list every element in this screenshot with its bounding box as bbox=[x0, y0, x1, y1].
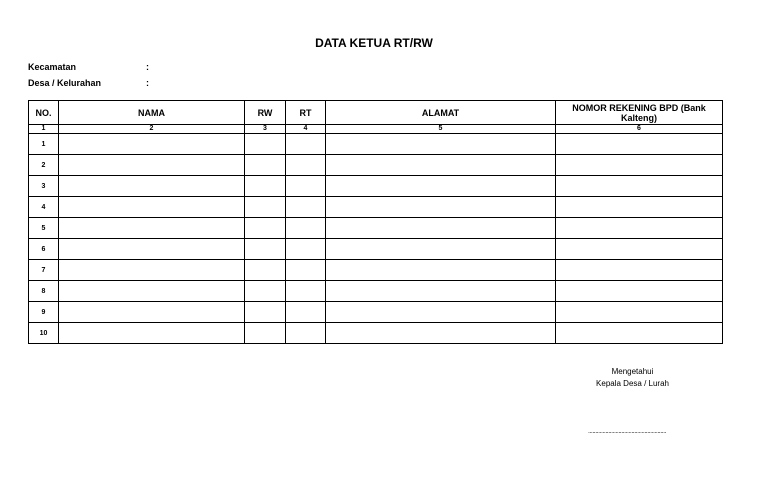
document-title: DATA KETUA RT/RW bbox=[315, 36, 433, 50]
rt-cell bbox=[286, 176, 326, 197]
alamat-cell bbox=[326, 302, 556, 323]
header-rt: RT bbox=[286, 101, 326, 125]
rekening-cell bbox=[556, 218, 723, 239]
table-row bbox=[29, 323, 723, 344]
kecamatan-separator: : bbox=[146, 62, 149, 72]
nama-cell bbox=[59, 239, 245, 260]
alamat-cell bbox=[326, 176, 556, 197]
desa-kelurahan-field bbox=[28, 78, 149, 88]
nama-cell bbox=[59, 197, 245, 218]
row-number: 4 bbox=[29, 197, 59, 218]
rt-cell bbox=[286, 155, 326, 176]
rw-cell bbox=[245, 302, 286, 323]
rw-cell bbox=[245, 323, 286, 344]
rw-cell bbox=[245, 281, 286, 302]
header-no: NO. bbox=[29, 101, 59, 125]
table-row bbox=[29, 218, 723, 239]
table-row bbox=[29, 197, 723, 218]
row-number: 5 bbox=[29, 218, 59, 239]
row-number: 3 bbox=[29, 176, 59, 197]
kecamatan-label: Kecamatan bbox=[28, 62, 77, 72]
column-number: 5 bbox=[326, 125, 556, 134]
column-number: 4 bbox=[286, 125, 326, 134]
column-number: 1 bbox=[29, 125, 59, 134]
rt-cell bbox=[286, 260, 326, 281]
alamat-cell bbox=[326, 239, 556, 260]
rt-cell bbox=[286, 197, 326, 218]
rekening-cell bbox=[556, 176, 723, 197]
ketua-rt-rw-table bbox=[28, 100, 723, 344]
alamat-cell bbox=[326, 218, 556, 239]
rt-cell bbox=[286, 239, 326, 260]
row-number: 10 bbox=[29, 323, 59, 344]
rekening-cell bbox=[556, 302, 723, 323]
table-row bbox=[29, 260, 723, 281]
alamat-cell bbox=[326, 155, 556, 176]
rw-cell bbox=[245, 260, 286, 281]
header-nomor-rekening: NOMOR REKENING BPD (Bank Kalteng) bbox=[556, 101, 723, 125]
table-row bbox=[29, 134, 723, 155]
rekening-cell bbox=[556, 281, 723, 302]
nama-cell bbox=[59, 260, 245, 281]
row-number: 2 bbox=[29, 155, 59, 176]
table-row bbox=[29, 155, 723, 176]
table-row bbox=[29, 239, 723, 260]
column-number: 2 bbox=[59, 125, 245, 134]
signature-title: Kepala Desa / Lurah bbox=[596, 379, 669, 388]
rw-cell bbox=[245, 134, 286, 155]
desa-kelurahan-separator: : bbox=[146, 78, 149, 88]
rekening-cell bbox=[556, 134, 723, 155]
table-header-row bbox=[29, 101, 723, 125]
nama-cell bbox=[59, 281, 245, 302]
row-number: 8 bbox=[29, 281, 59, 302]
row-number: 1 bbox=[29, 134, 59, 155]
nama-cell bbox=[59, 323, 245, 344]
nama-cell bbox=[59, 302, 245, 323]
header-nama: NAMA bbox=[59, 101, 245, 125]
rw-cell bbox=[245, 155, 286, 176]
signature-line: ...................................................... bbox=[588, 428, 667, 435]
row-number: 9 bbox=[29, 302, 59, 323]
column-number-row bbox=[29, 125, 723, 134]
nama-cell bbox=[59, 218, 245, 239]
kecamatan-field bbox=[28, 62, 149, 72]
column-number: 3 bbox=[245, 125, 286, 134]
nama-cell bbox=[59, 134, 245, 155]
desa-kelurahan-label: Desa / Kelurahan bbox=[28, 78, 102, 88]
rt-cell bbox=[286, 302, 326, 323]
header-rw: RW bbox=[245, 101, 286, 125]
nama-cell bbox=[59, 176, 245, 197]
table-row bbox=[29, 176, 723, 197]
header-alamat: ALAMAT bbox=[326, 101, 556, 125]
rekening-cell bbox=[556, 260, 723, 281]
table-row bbox=[29, 281, 723, 302]
rw-cell bbox=[245, 239, 286, 260]
rw-cell bbox=[245, 197, 286, 218]
alamat-cell bbox=[326, 260, 556, 281]
rw-cell bbox=[245, 218, 286, 239]
rw-cell bbox=[245, 176, 286, 197]
alamat-cell bbox=[326, 323, 556, 344]
table-row bbox=[29, 302, 723, 323]
alamat-cell bbox=[326, 197, 556, 218]
nama-cell bbox=[59, 155, 245, 176]
rekening-cell bbox=[556, 197, 723, 218]
alamat-cell bbox=[326, 134, 556, 155]
signature-mengetahui: Mengetahui bbox=[611, 367, 654, 376]
rt-cell bbox=[286, 281, 326, 302]
rt-cell bbox=[286, 134, 326, 155]
rt-cell bbox=[286, 323, 326, 344]
rekening-cell bbox=[556, 323, 723, 344]
row-number: 7 bbox=[29, 260, 59, 281]
rt-cell bbox=[286, 218, 326, 239]
alamat-cell bbox=[326, 281, 556, 302]
row-number: 6 bbox=[29, 239, 59, 260]
rekening-cell bbox=[556, 239, 723, 260]
rekening-cell bbox=[556, 155, 723, 176]
column-number: 6 bbox=[556, 125, 723, 134]
